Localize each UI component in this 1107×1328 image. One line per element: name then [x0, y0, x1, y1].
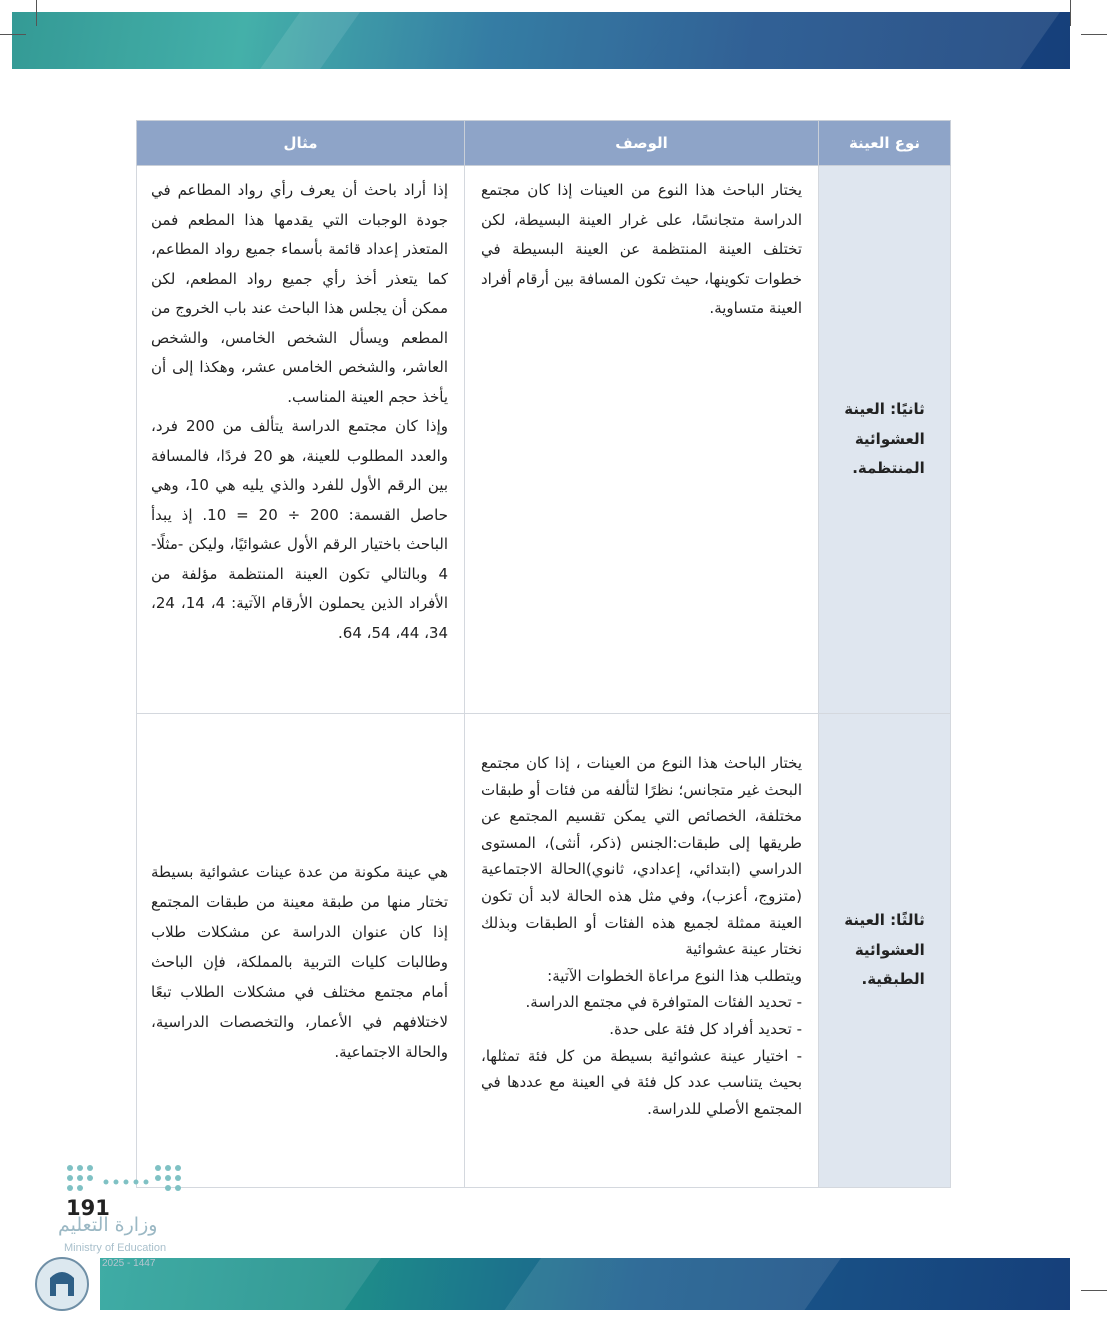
ministry-name-english: Ministry of Education [64, 1242, 167, 1254]
crop-mark [36, 0, 37, 26]
sampling-types-table [136, 120, 951, 1188]
sample-type-cell [819, 714, 951, 1188]
description-cell [465, 714, 819, 1188]
description-step: - اختيار عينة عشوائية بسيطة من كل فئة تمثلها، بحيث يتناسب عدد كل فئة في العينة مع عددها في المجتمع الأصلي للدراسة. [481, 1046, 802, 1118]
description-text: ويتطلب هذا النوع مراعاة الخطوات الآتية: [547, 966, 802, 985]
crop-mark [0, 34, 26, 35]
description-cell [465, 166, 819, 714]
header-example: مثال [137, 121, 465, 166]
header-description: الوصف [465, 121, 819, 166]
crop-mark [1070, 0, 1071, 26]
example-cell [137, 714, 465, 1188]
page-number: 191 [66, 1196, 110, 1220]
example-paragraph: وإذا كان مجتمع الدراسة يتألف من 200 فرد، والعدد المطلوب للعينة، هو 20 فردًا، فالمسافة بين الرقم الأول للفرد والذي يليه هي 10، وهي حاصل القسمة: 200 ÷ 20 = 10. إذ يبدأ الباحث باختيار الرقم الأول عشوائيًا، وليكن -مثلًا- 4 وبالتالي تكون العينة المنتظمة مؤلفة من الأفراد الذين يحملون الأرقام الآتية: 4، 14، 24، 34، 44، 54، 64. [151, 417, 449, 642]
sample-type-line: العشوائية [854, 429, 925, 448]
sample-type-line: العشوائية [854, 940, 925, 959]
description-step: - تحديد الفئات المتوافرة في مجتمع الدراسة. [525, 993, 802, 1012]
page-footer [28, 1160, 208, 1328]
ministry-emblem-icon [32, 1254, 92, 1314]
sample-type-line: المنتظمة. [852, 459, 925, 478]
footer-decorative-band [100, 1258, 1070, 1310]
table-header-row [137, 121, 951, 166]
sample-type-line: الطبقية. [861, 970, 925, 989]
description-text: يختار الباحث هذا النوع من العينات إذا كان مجتمع الدراسة متجانسًا، على غرار العينة البسيطة، لكن تختلف العينة المنتظمة عن العينة البسيطة في خطوات تكوينها، حيث تكون المسافة بين أرقام أفراد العينة متساوية. [481, 181, 802, 317]
ministry-logo-dots-icon [62, 1160, 190, 1200]
table-row [137, 714, 951, 1188]
table-row [137, 166, 951, 714]
example-cell [137, 166, 465, 714]
example-paragraph: هي عينة مكونة من عدة عينات عشوائية بسيطة تختار منها من طبقة معينة من طبقات المجتمع إذا كان عنوان الدراسة عن مشكلات طلاب وطالبات كليات التربية بالمملكة، فإن الباحث أمام مجتمع مختلف في مشكلات الطلاب تبعًا لاختلافهم في الأعمار، والتخصصات الدراسية، والحالة الاجتماعية. [151, 862, 448, 1061]
sample-type-line: ثانيًا: العينة [844, 400, 925, 419]
crop-mark [1081, 34, 1107, 35]
example-paragraph: إذا أراد باحث أن يعرف رأي رواد المطاعم في جودة الوجبات التي يقدمها هذا المطعم فمن المتعذر إعداد قائمة بأسماء جميع رواد المطاعم، كما يتعذر أخذ رأي جميع رواد المطعم، لكن ممكن أن يجلس هذا الباحث عند باب الخروج من المطعم ويسأل الشخص الخامس، والشخص العاشر، والشخص الخامس عشر، وهكذا إلى أن يأخذ حجم العينة المناسب. [151, 181, 448, 406]
edition-year: 2025 - 1447 [102, 1258, 156, 1269]
sample-type-cell [819, 166, 951, 714]
ministry-name-arabic: وزارة التعليم [58, 1214, 158, 1236]
header-decorative-band [12, 12, 1070, 69]
header-sample-type: نوع العينة [819, 121, 951, 166]
crop-mark [1081, 1290, 1107, 1291]
sample-type-line: ثالثًا: العينة [844, 911, 925, 930]
description-step: - تحديد أفراد كل فئة على حدة. [609, 1019, 802, 1038]
description-text: يختار الباحث هذا النوع من العينات ، إذا كان مجتمع البحث غير متجانس؛ نظرًا لتألفه من فئات أو طبقات مختلفة، الخصائص التي يمكن تقسيم المجتمع عن طريقها إلى طبقات:الجنس (ذكر، أنثى)، المستوى الدراسي (ابتدائي، إعدادي، ثانوي)الحالة الاجتماعية (متزوج، أعزب)، وفي مثل هذه الحالة لابد أن تكون العينة ممثلة لجميع هذه الفئات أو الطبقات وبذلك نختار عينة عشوائية [481, 754, 802, 959]
